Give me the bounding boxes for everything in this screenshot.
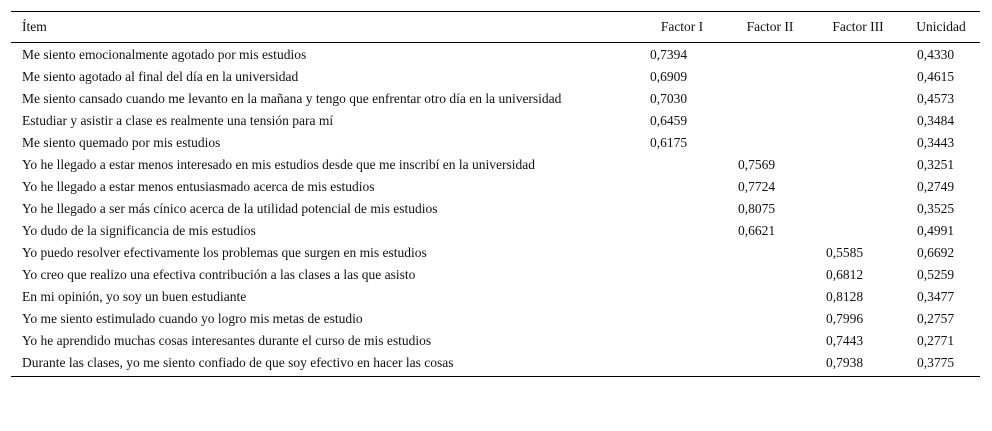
uniqueness-cell — [902, 242, 980, 264]
table-row — [11, 43, 980, 66]
uniqueness-cell-text: 0,3443 — [917, 135, 955, 150]
factor-1-cell — [638, 330, 726, 352]
table-row — [11, 330, 980, 352]
factor-3-cell — [814, 330, 902, 352]
factor-2-cell — [726, 43, 814, 66]
factor-1-cell-text: 0,7030 — [650, 91, 688, 106]
factor-3-cell — [814, 220, 902, 242]
factor-2-cell — [726, 176, 814, 198]
factor-3-cell — [814, 154, 902, 176]
factor-3-cell-text: 0,7443 — [826, 333, 864, 348]
item-cell — [11, 242, 638, 264]
factor-3-cell-text: 0,6812 — [826, 267, 864, 282]
uniqueness-cell — [902, 132, 980, 154]
uniqueness-cell-text: 0,2771 — [917, 333, 955, 348]
factor-1-cell — [638, 264, 726, 286]
item-cell — [11, 352, 638, 376]
item-cell — [11, 176, 638, 198]
uniqueness-cell — [902, 66, 980, 88]
table-row — [11, 220, 980, 242]
factor-2-cell — [726, 154, 814, 176]
factor-1-cell-text: 0,6459 — [650, 113, 688, 128]
item-cell — [11, 308, 638, 330]
item-cell-text: Me siento agotado al final del día en la universidad — [22, 69, 299, 84]
item-cell — [11, 132, 638, 154]
item-cell-text: Yo he llegado a estar menos interesado en mis estudios desde que me inscribí en la universidad — [22, 157, 536, 172]
table-row — [11, 66, 980, 88]
factor-2-cell — [726, 88, 814, 110]
item-cell-text: Me siento cansado cuando me levanto en la mañana y tengo que enfrentar otro día en la universidad — [22, 91, 562, 106]
header-factor-1: Factor I — [660, 19, 704, 34]
uniqueness-cell — [902, 220, 980, 242]
header-factor-2: Factor II — [746, 19, 794, 34]
uniqueness-cell-text: 0,3477 — [917, 289, 955, 304]
header-factor-3: Factor III — [832, 19, 884, 34]
factor-2-cell-text: 0,8075 — [738, 201, 776, 216]
factor-3-cell — [814, 308, 902, 330]
uniqueness-cell-text: 0,6692 — [917, 245, 955, 260]
factor-3-cell — [814, 43, 902, 66]
factor-2-cell — [726, 308, 814, 330]
uniqueness-cell — [902, 198, 980, 220]
factor-3-cell — [814, 352, 902, 376]
factor-2-cell — [726, 132, 814, 154]
table-row — [11, 154, 980, 176]
item-cell — [11, 220, 638, 242]
uniqueness-cell — [902, 286, 980, 308]
item-cell-text: Durante las clases, yo me siento confiado de que soy efectivo en hacer las cosas — [22, 355, 454, 370]
item-cell-text: En mi opinión, yo soy un buen estudiante — [22, 289, 247, 304]
item-cell — [11, 88, 638, 110]
uniqueness-cell — [902, 110, 980, 132]
uniqueness-cell-text: 0,3525 — [917, 201, 955, 216]
item-cell-text: Yo dudo de la significancia de mis estudios — [22, 223, 256, 238]
item-cell-text: Yo he aprendido muchas cosas interesantes durante el curso de mis estudios — [22, 333, 432, 348]
factor-2-cell — [726, 264, 814, 286]
factor-3-cell — [814, 242, 902, 264]
factor-2-cell — [726, 66, 814, 88]
uniqueness-cell — [902, 308, 980, 330]
uniqueness-cell-text: 0,4330 — [917, 47, 955, 62]
factor-1-cell — [638, 88, 726, 110]
item-cell-text: Estudiar y asistir a clase es realmente una tensión para mí — [22, 113, 334, 128]
factor-2-cell — [726, 242, 814, 264]
table-row — [11, 242, 980, 264]
factor-3-cell — [814, 110, 902, 132]
table-row — [11, 286, 980, 308]
factor-1-cell — [638, 308, 726, 330]
item-cell — [11, 330, 638, 352]
factor-1-cell — [638, 286, 726, 308]
uniqueness-cell — [902, 176, 980, 198]
factor-1-cell — [638, 132, 726, 154]
factor-3-cell — [814, 132, 902, 154]
factor-2-cell — [726, 352, 814, 376]
uniqueness-cell-text: 0,5259 — [917, 267, 955, 282]
item-cell — [11, 264, 638, 286]
uniqueness-cell — [902, 43, 980, 66]
factor-1-cell — [638, 352, 726, 376]
factor-1-cell — [638, 242, 726, 264]
uniqueness-cell-text: 0,2749 — [917, 179, 955, 194]
uniqueness-cell-text: 0,3484 — [917, 113, 955, 128]
uniqueness-cell — [902, 154, 980, 176]
factor-3-cell — [814, 286, 902, 308]
uniqueness-cell — [902, 352, 980, 376]
factor-loadings-table — [11, 12, 980, 376]
factor-3-cell — [814, 176, 902, 198]
factor-1-cell — [638, 66, 726, 88]
factor-1-cell — [638, 176, 726, 198]
factor-3-cell-text: 0,7996 — [826, 311, 864, 326]
factor-3-cell-text: 0,7938 — [826, 355, 864, 370]
uniqueness-cell — [902, 330, 980, 352]
factor-2-cell — [726, 220, 814, 242]
factor-3-cell — [814, 66, 902, 88]
table-row — [11, 88, 980, 110]
factor-3-cell — [814, 198, 902, 220]
table-bottom-rule — [11, 376, 980, 377]
table-row — [11, 308, 980, 330]
table-body — [11, 42, 980, 376]
factor-3-cell-text: 0,8128 — [826, 289, 864, 304]
factor-1-cell-text: 0,6175 — [650, 135, 688, 150]
factor-2-cell — [726, 286, 814, 308]
item-cell — [11, 198, 638, 220]
table-row — [11, 264, 980, 286]
item-cell-text: Yo creo que realizo una efectiva contribución a las clases a las que asisto — [22, 267, 416, 282]
factor-2-cell — [726, 198, 814, 220]
item-cell — [11, 66, 638, 88]
factor-1-cell-text: 0,6909 — [650, 69, 688, 84]
item-cell-text: Yo me siento estimulado cuando yo logro mis metas de estudio — [22, 311, 363, 326]
uniqueness-cell-text: 0,4573 — [917, 91, 955, 106]
factor-2-cell — [726, 110, 814, 132]
item-cell — [11, 43, 638, 66]
item-cell — [11, 286, 638, 308]
factor-3-cell-text: 0,5585 — [826, 245, 864, 260]
table-row — [11, 198, 980, 220]
header-item: Ítem — [22, 19, 47, 34]
uniqueness-cell — [902, 264, 980, 286]
factor-1-cell — [638, 43, 726, 66]
factor-3-cell — [814, 264, 902, 286]
uniqueness-cell-text: 0,4991 — [917, 223, 955, 238]
uniqueness-cell-text: 0,3775 — [917, 355, 955, 370]
factor-2-cell-text: 0,7569 — [738, 157, 776, 172]
item-cell-text: Yo he llegado a estar menos entusiasmado acerca de mis estudios — [22, 179, 375, 194]
item-cell — [11, 154, 638, 176]
factor-2-cell-text: 0,6621 — [738, 223, 776, 238]
item-cell-text: Me siento quemado por mis estudios — [22, 135, 221, 150]
uniqueness-cell-text: 0,2757 — [917, 311, 955, 326]
table-row — [11, 352, 980, 376]
header-uniqueness: Unicidad — [916, 19, 966, 34]
factor-2-cell-text: 0,7724 — [738, 179, 776, 194]
table-row — [11, 110, 980, 132]
table-row — [11, 132, 980, 154]
factor-1-cell — [638, 220, 726, 242]
uniqueness-cell-text: 0,3251 — [917, 157, 955, 172]
item-cell-text: Yo he llegado a ser más cínico acerca de la utilidad potencial de mis estudios — [22, 201, 438, 216]
header-row — [11, 12, 980, 42]
factor-2-cell — [726, 330, 814, 352]
uniqueness-cell-text: 0,4615 — [917, 69, 955, 84]
factor-table-container — [11, 11, 980, 377]
uniqueness-cell — [902, 88, 980, 110]
factor-1-cell-text: 0,7394 — [650, 47, 688, 62]
table-row — [11, 176, 980, 198]
factor-1-cell — [638, 198, 726, 220]
item-cell-text: Yo puedo resolver efectivamente los problemas que surgen en mis estudios — [22, 245, 427, 260]
factor-3-cell — [814, 88, 902, 110]
item-cell-text: Me siento emocionalmente agotado por mis estudios — [22, 47, 307, 62]
factor-1-cell — [638, 110, 726, 132]
item-cell — [11, 110, 638, 132]
factor-1-cell — [638, 154, 726, 176]
